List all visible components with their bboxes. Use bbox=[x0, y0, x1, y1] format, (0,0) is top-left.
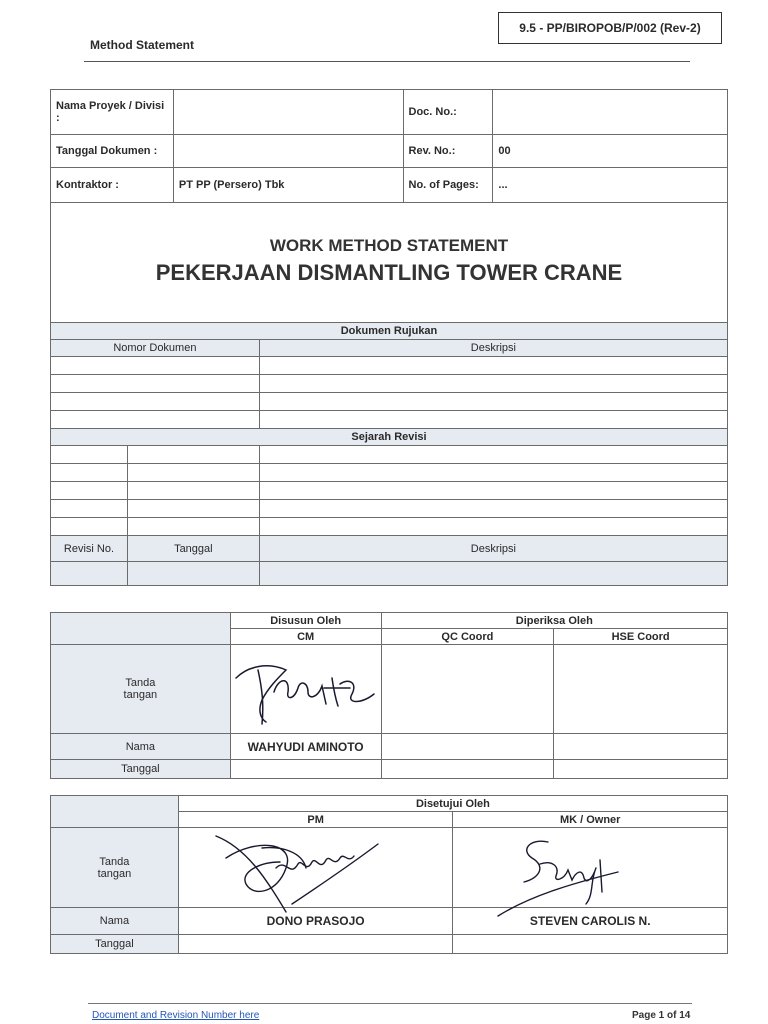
table-row bbox=[51, 562, 728, 586]
revision-col-description: Deskripsi bbox=[259, 536, 727, 562]
prepared-by-header: Disusun Oleh bbox=[230, 613, 381, 629]
revision-col-date: Tanggal bbox=[127, 536, 259, 562]
footer-divider bbox=[88, 1003, 692, 1004]
page-number: Page 1 of 14 bbox=[632, 1010, 691, 1021]
references-col-description: Deskripsi bbox=[259, 340, 727, 357]
approval-date-label: Tanggal bbox=[51, 935, 179, 954]
references-section-title: Dokumen Rujukan bbox=[51, 323, 728, 340]
header-title: Method Statement bbox=[90, 38, 195, 52]
table-row bbox=[51, 357, 728, 375]
contractor-label: Kontraktor : bbox=[51, 168, 174, 203]
qc-signature-cell bbox=[381, 645, 554, 734]
role-qc: QC Coord bbox=[381, 629, 554, 645]
references-col-number: Nomor Dokumen bbox=[51, 340, 260, 357]
title-block bbox=[50, 202, 728, 322]
document-title: WORK METHOD STATEMENT bbox=[269, 236, 509, 255]
contractor-value: PT PP (Persero) Tbk bbox=[173, 168, 403, 203]
role-owner: MK / Owner bbox=[453, 812, 728, 828]
document-number: 9.5 - PP/BIROPOB/P/002 (Rev-2) bbox=[519, 21, 701, 35]
pm-signature bbox=[206, 828, 386, 920]
table-row bbox=[51, 411, 728, 429]
review-table bbox=[50, 612, 728, 779]
table-row bbox=[51, 500, 728, 518]
document-subtitle: PEKERJAAN DISMANTLING TOWER CRANE bbox=[155, 260, 623, 285]
table-row bbox=[51, 518, 728, 536]
doc-no-value bbox=[493, 90, 728, 135]
review-name-label: Nama bbox=[51, 734, 231, 760]
owner-signature bbox=[490, 832, 630, 920]
role-pm: PM bbox=[178, 812, 453, 828]
table-row bbox=[51, 375, 728, 393]
table-row bbox=[51, 393, 728, 411]
cm-name: WAHYUDI AMINOTO bbox=[230, 734, 381, 760]
rev-label: Rev. No.: bbox=[403, 135, 493, 168]
review-signature-label: Tanda tangan bbox=[51, 645, 231, 734]
approval-signature-label: Tanda tangan bbox=[51, 828, 179, 908]
role-hse: HSE Coord bbox=[554, 629, 728, 645]
project-value bbox=[173, 90, 403, 135]
pm-name: DONO PRASOJO bbox=[178, 908, 453, 935]
project-info-table bbox=[50, 89, 728, 203]
revision-col-rev: Revisi No. bbox=[51, 536, 128, 562]
date-value bbox=[173, 135, 403, 168]
footer-link[interactable]: Document and Revision Number here bbox=[92, 1010, 260, 1021]
project-label: Nama Proyek / Divisi : bbox=[51, 90, 174, 135]
references-table bbox=[50, 322, 728, 586]
pages-label: No. of Pages: bbox=[403, 168, 493, 203]
header-divider bbox=[84, 61, 690, 62]
review-date-label: Tanggal bbox=[51, 760, 231, 779]
pages-value: ... bbox=[493, 168, 728, 203]
doc-no-label: Doc. No.: bbox=[403, 90, 493, 135]
table-row bbox=[51, 464, 728, 482]
approved-by-header: Disetujui Oleh bbox=[178, 796, 727, 812]
date-label: Tanggal Dokumen : bbox=[51, 135, 174, 168]
table-row bbox=[51, 482, 728, 500]
approval-name-label: Nama bbox=[51, 908, 179, 935]
role-cm: CM bbox=[230, 629, 381, 645]
hse-signature-cell bbox=[554, 645, 728, 734]
owner-name: STEVEN CAROLIS N. bbox=[453, 908, 728, 935]
checked-by-header: Diperiksa Oleh bbox=[381, 613, 727, 629]
revision-section-title: Sejarah Revisi bbox=[51, 429, 728, 446]
rev-value: 00 bbox=[493, 135, 728, 168]
table-row bbox=[51, 446, 728, 464]
cm-signature bbox=[228, 648, 384, 730]
document-number-box bbox=[498, 12, 722, 44]
